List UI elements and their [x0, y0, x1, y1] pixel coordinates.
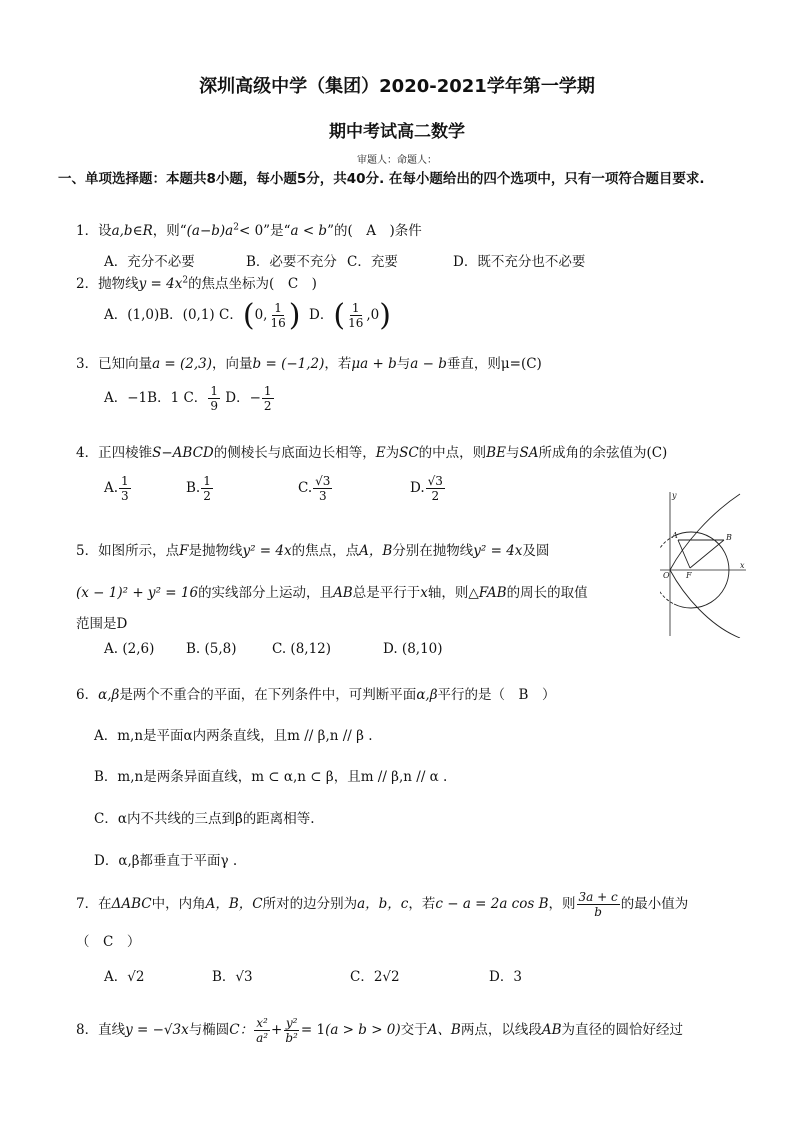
- q2-d-fraction: $\frac{1}{16}$: [348, 301, 364, 330]
- parabola-curve: [670, 494, 740, 638]
- q7-fraction: $\frac{3a + c}{b}$: [578, 890, 618, 919]
- q5-option-b: B. (5,8): [186, 641, 237, 657]
- fig-label-o: O: [663, 571, 670, 580]
- section-heading: 一、单项选择题：本题共8小题，每小题5分，共40分. 在每小题给出的四个选项中，只有一项符合题目要求.: [58, 171, 705, 187]
- question-5-line-3: 范围是D: [76, 616, 128, 632]
- q7-option-b: B．√3: [212, 969, 253, 985]
- fig-label-y: y: [672, 491, 677, 500]
- q1-option-d: D．既不充分也不必要: [453, 254, 586, 270]
- exam-authors: 审题人：命题人：: [357, 155, 437, 166]
- q8-fraction-x: $\frac{\text{x²}}{\text{a²}}$: [256, 1016, 269, 1045]
- q4-option-a: A. $\frac{1}{3}$: [104, 474, 129, 503]
- fig-label-a: A: [672, 531, 678, 540]
- q5-option-c: C. (8,12): [272, 641, 332, 657]
- q1-option-b: B．必要不充分: [246, 254, 337, 270]
- question-3: 3．已知向量a = (2,3)，向量b = (−1,2)，若μa + b与a − b垂直，则μ=(C): [76, 356, 542, 372]
- fig-label-f: F: [686, 571, 692, 580]
- q3-c-fraction: $\frac{1}{9}$: [210, 384, 218, 413]
- segment-fb: [690, 540, 724, 568]
- q3-d-fraction: $\frac{1}{2}$: [263, 384, 272, 413]
- q5-option-d: D. (8,10): [383, 641, 443, 657]
- q2-option-a: A．(1,0): [104, 307, 160, 323]
- q1-option-a: A．充分不必要: [104, 254, 195, 270]
- q2-c-fraction: $\frac{1}{16}$: [270, 301, 286, 330]
- question-7: 7．在ΔABC中，内角A，B，C所对的边分别为a，b，c，若c − a = 2a cos B，则 $\frac{3a + c}{b}$ 的最小值为: [76, 890, 689, 919]
- question-6: 6．α,β是两个不重合的平面，在下列条件中，可判断平面α,β平行的是（ B ）: [76, 687, 556, 703]
- q7-answer: （ C ）: [76, 934, 141, 950]
- q4-option-c: C. $\frac{√3}{3}$: [298, 474, 331, 503]
- q6-option-a: A．m,n是平面α内两条直线，且m // β,n // β .: [94, 728, 373, 744]
- q6-option-b: B．m,n是两条异面直线，m ⊂ α,n ⊂ β，且m // β,n // α .: [94, 769, 448, 785]
- q4-option-d: D. $\frac{√3}{2}$: [410, 474, 443, 503]
- question-8: 8．直线y = −√3x与椭圆C： $\frac{\text{x²}}{\text{a²}}$ + $\frac{\text{y²}}{\text{b²}}$ = 1(a > b > 0)交于A、B两点，以线段AB为直径的圆恰好经过: [76, 1016, 684, 1045]
- q7-option-c: C．2√2: [350, 969, 400, 985]
- question-2: 2．抛物线$y = 4x^2$的焦点坐标为( C ): [76, 275, 317, 292]
- q6-option-d: D．α,β都垂直于平面γ .: [94, 853, 238, 869]
- q7-option-d: D．3: [489, 969, 522, 985]
- question-5-line-1: 5．如图所示，点F是抛物线y² = 4x的焦点，点A，B分别在抛物线y² = 4x及圆: [76, 543, 550, 559]
- q7-option-a: A．√2: [104, 969, 145, 985]
- fig-label-b: B: [726, 533, 732, 542]
- exam-title: 深圳高级中学（集团）2020-2021学年第一学期: [199, 76, 595, 97]
- q6-option-c: C．α内不共线的三点到β的距离相等.: [94, 811, 315, 827]
- question-4: 4．正四棱锥S−ABCD的侧棱长与底面边长相等，E为SC的中点，则BE与SA所成角的余弦值为(C): [76, 445, 668, 461]
- q3-options: A．−1B．1 C． $\frac{1}{9}$ D．− $\frac{1}{2}$: [104, 384, 272, 413]
- q2-options: A．(1,0)B．(0,1) C．(0, $\frac{1}{16}$ ) D．( $\frac{1}{16}$ ,0): [104, 298, 391, 333]
- q4-option-b: B. $\frac{1}{2}$: [186, 474, 211, 503]
- q1-option-c: C．充要: [347, 254, 398, 270]
- fig-label-x: x: [740, 561, 745, 570]
- q2-option-b: B．(0,1): [159, 307, 215, 323]
- question-1: 1．设a,b∈R，则“$(a-b)a^2< 0$”是“a < b”的( A )条件: [76, 222, 422, 239]
- exam-subtitle: 期中考试高二数学: [329, 122, 465, 142]
- q8-fraction-y: $\frac{\text{y²}}{\text{b²}}$: [285, 1016, 298, 1045]
- q5-option-a: A. (2,6): [104, 641, 155, 657]
- question-5-line-2: (x − 1)² + y² = 16的实线部分上运动，且AB总是平行于x轴，则△FAB的周长的取值: [76, 585, 588, 601]
- parabola-circle-figure: [660, 488, 750, 638]
